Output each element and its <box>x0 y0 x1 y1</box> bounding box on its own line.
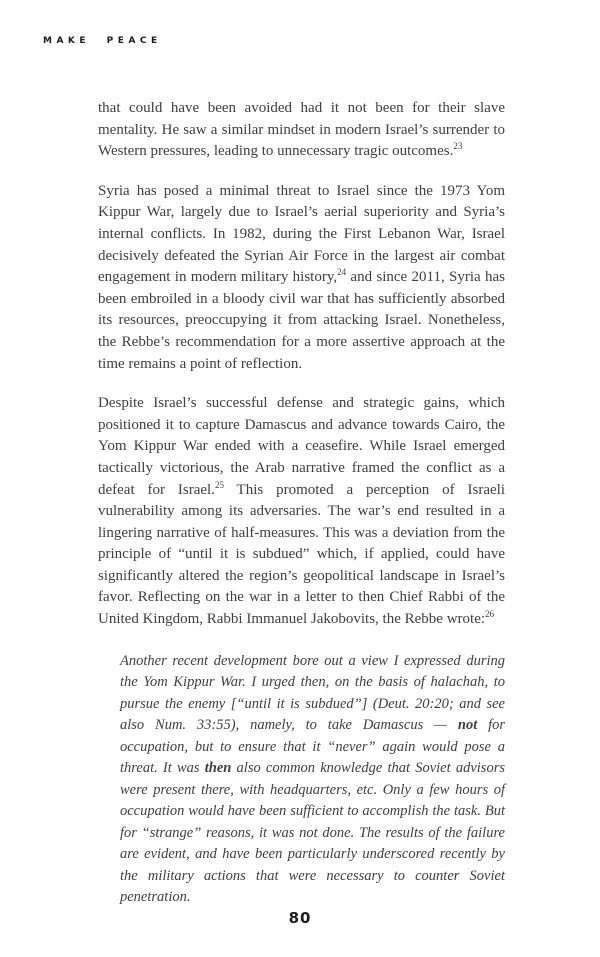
page-body <box>98 98 505 909</box>
paragraph-1: that could have been avoided had it not been for their slave mentality. He saw a similar mindset in modern Israel’s surrender to Western pressures, leading to unnecessary tragic outcomes.$^{23}$ <box>98 100 505 160</box>
paragraph-2: Syria has posed a minimal threat to Israel since the 1973 Yom Kippur War, largely due to Israel’s aerial superiority and Syria’s internal conflicts. In 1982, during the First Lebanon War, Israel decisively defeated the Syrian Air Force in the largest air combat engagement in modern military history,$^{24}$ and since 2011, Syria has been embroiled in a bloody civil war that has sufficiently absorbed its resources, preoccupying it from attacking Israel. Nonetheless, the Rebbe’s recommendation for a more assertive approach at the time remains a point of reflection. <box>98 182 505 372</box>
page-number: 80 <box>288 908 312 927</box>
running-header: MAKE PEACE <box>43 36 162 46</box>
block-quote: Another recent development bore out a view I expressed during the Yom Kippur War. I urged then, on the basis of halachah, to pursue the enemy [“until it is subdued”] (Deut. 20:20; and see also Num. 33:55), namely, to take Damascus — not for occupation, but to ensure that it “never” again would pose a threat. It was then also common knowledge that Soviet advisors were present there, with headquarters, etc. Only a few hours of occupation would have been sufficient to accomplish the task. But for “strange” reasons, it was not done. The results of the failure are evident, and have been particularly underscored recently by the military actions that were necessary to counter Soviet penetration. <box>120 652 506 906</box>
paragraph-3: Despite Israel’s successful defense and strategic gains, which positioned it to capture Damascus and advance towards Cairo, the Yom Kippur War ended with a ceasefire. While Israel emerged tactically victorious, the Arab narrative framed the conflict as a defeat for Israel.$^{25}$ This promoted a perception of Israeli vulnerability among its adversaries. The war’s end resulted in a lingering narrative of half-measures. This was a deviation from the principle of “until it is subdued” which, if applied, could have significantly altered the region’s geopolitical landscape in Israel’s favor. Reflecting on the war in a letter to then Chief Rabbi of the United Kingdom, Rabbi Immanuel Jakobovits, the Rebbe wrote:$^{26}$ <box>98 395 505 628</box>
